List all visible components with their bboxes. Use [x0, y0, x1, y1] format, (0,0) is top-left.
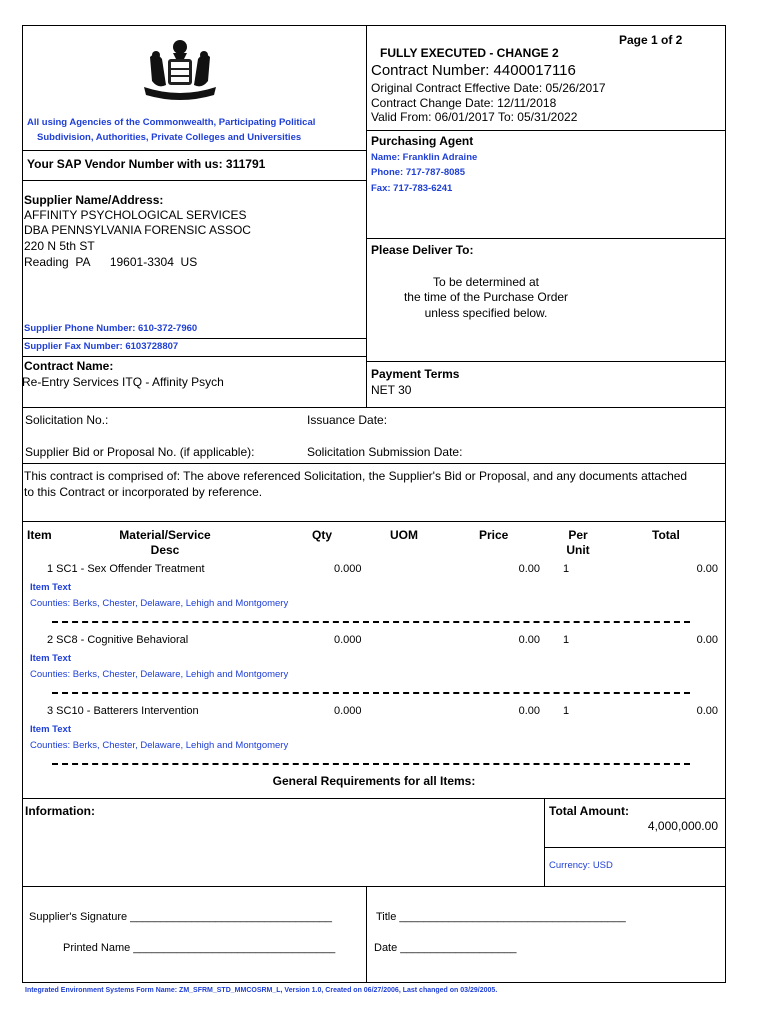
agencies-line-2: Subdivision, Authorities, Private Colleges and Universities	[37, 132, 302, 143]
row-counties: Counties: Berks, Chester, Delaware, Lehigh and Montgomery	[30, 669, 289, 680]
border-right	[725, 25, 726, 983]
supplier-name-label: Supplier Name/Address:	[24, 193, 164, 207]
col-header-uom: UOM	[390, 528, 418, 542]
total-amount-label: Total Amount:	[549, 804, 629, 818]
agencies-line-1: All using Agencies of the Commonwealth, Participating Political	[27, 117, 316, 128]
hline-signature	[22, 886, 726, 887]
col-header-item: Item	[27, 528, 52, 542]
hline-comprised	[22, 463, 726, 464]
comprised-text: This contract is comprised of: The above referenced Solicitation, the Supplier's Bid or Proposal, and any documents attached	[24, 469, 688, 483]
supplier-fax: Supplier Fax Number: 6103728807	[24, 341, 179, 352]
row-per: 1	[563, 634, 570, 646]
change-date: Contract Change Date: 12/11/2018	[371, 96, 557, 110]
supplier-address-line: AFFINITY PSYCHOLOGICAL SERVICES	[24, 208, 247, 222]
row-counties: Counties: Berks, Chester, Delaware, Lehigh and Montgomery	[30, 740, 289, 751]
deliver-line: the time of the Purchase Order	[403, 290, 569, 304]
border-left	[22, 25, 23, 983]
hline-payment	[366, 361, 726, 362]
row-item-text: Item Text	[30, 653, 72, 664]
agent-phone: Phone: 717-787-8085	[371, 167, 465, 178]
submission-date: Solicitation Submission Date:	[307, 445, 463, 459]
page-number: Page 1 of 2	[619, 33, 683, 47]
deliver-to-label: Please Deliver To:	[371, 243, 474, 257]
deliver-line: To be determined at	[432, 275, 540, 289]
col-header-desc-line1: Material/Service	[119, 528, 211, 542]
hline-currency	[544, 847, 726, 848]
row-item: 1 SC1 - Sex Offender Treatment	[47, 563, 205, 575]
row-qty: 0.000	[334, 705, 362, 717]
row-total: 0.00	[696, 705, 718, 717]
contract-status: FULLY EXECUTED - CHANGE 2	[380, 46, 559, 60]
divider-total	[544, 798, 545, 886]
payment-terms: NET 30	[371, 383, 412, 397]
solicitation-no: Solicitation No.:	[25, 413, 109, 427]
total-amount-value: 4,000,000.00	[647, 819, 718, 833]
col-header-per-line2: Unit	[566, 543, 590, 557]
purchasing-agent-label: Purchasing Agent	[371, 134, 474, 148]
issuance-date: Issuance Date:	[307, 413, 388, 427]
supplier-address-line: 220 N 5th ST	[24, 239, 95, 253]
row-total: 0.00	[696, 563, 718, 575]
row-item: 3 SC10 - Batterers Intervention	[47, 705, 199, 717]
valid-dates: Valid From: 06/01/2017 To: 05/31/2022	[371, 110, 578, 124]
row-qty: 0.000	[334, 634, 362, 646]
col-header-total: Total	[652, 528, 680, 542]
col-header-desc	[100, 528, 230, 557]
row-per: 1	[563, 563, 570, 575]
date-field[interactable]: Date ___________________	[374, 942, 517, 954]
row-item: 2 SC8 - Cognitive Behavioral	[47, 634, 189, 646]
printed-name-field[interactable]: Printed Name _________________________________	[63, 942, 336, 954]
agent-fax: Fax: 717-783-6241	[371, 183, 453, 194]
supplier-address-line: DBA PENNSYLVANIA FORENSIC ASSOC	[24, 223, 251, 237]
contract-number: Contract Number: 4400017116	[371, 62, 576, 79]
hline-sap	[22, 180, 366, 181]
hline-table-head	[22, 521, 726, 522]
supplier-bid: Supplier Bid or Proposal No. (if applicable):	[25, 445, 255, 459]
divider-signature	[366, 886, 367, 982]
contract-name: Re-Entry Services ITQ - Affinity Psych	[22, 375, 224, 389]
hline-phone	[22, 338, 366, 339]
divider-vertical-top	[366, 25, 367, 407]
row-counties: Counties: Berks, Chester, Delaware, Lehigh and Montgomery	[30, 598, 289, 609]
col-header-price: Price	[479, 528, 509, 542]
effective-date: Original Contract Effective Date: 05/26/2017	[371, 81, 606, 95]
payment-terms-label: Payment Terms	[371, 367, 460, 381]
border-top	[22, 25, 726, 26]
supplier-phone: Supplier Phone Number: 610-372-7960	[24, 323, 198, 334]
row-qty: 0.000	[334, 563, 362, 575]
border-bottom	[22, 982, 726, 983]
deliver-line: unless specified below.	[424, 306, 548, 320]
row-item-text: Item Text	[30, 582, 72, 593]
row-per: 1	[563, 705, 570, 717]
row-separator	[52, 763, 690, 765]
row-total: 0.00	[696, 634, 718, 646]
col-header-per-line1: Per	[568, 528, 588, 542]
agent-name: Name: Franklin Adraine	[371, 152, 478, 163]
hline-solicitation	[22, 407, 726, 408]
row-separator	[52, 692, 690, 694]
supplier-signature-field[interactable]: Supplier's Signature _________________________________	[29, 911, 333, 923]
comprised-text: to this Contract or incorporated by reference.	[24, 485, 263, 499]
hline-contract-name	[22, 356, 366, 357]
hline-information	[22, 798, 726, 799]
contract-name-label: Contract Name:	[24, 359, 114, 373]
supplier-address-line: Reading PA 19601-3304 US	[24, 255, 198, 269]
form-name: Integrated Environment Systems Form Name: ZM_SFRM_STD_MMCOSRM_L, Version 1.0, Created on 06/27/2006, Last changed on 03/29/2005.	[25, 987, 498, 994]
hline-deliver-top	[366, 238, 726, 239]
pennsylvania-coat-of-arms-icon	[140, 37, 220, 105]
sap-vendor-number: Your SAP Vendor Number with us: 311791	[27, 157, 266, 171]
row-price: 0.00	[518, 563, 540, 575]
row-price: 0.00	[518, 634, 540, 646]
row-separator	[52, 621, 690, 623]
title-field[interactable]: Title _____________________________________	[376, 911, 626, 923]
hline-agent-top	[366, 130, 726, 131]
general-requirements: General Requirements for all Items:	[272, 774, 476, 788]
row-item-text: Item Text	[30, 724, 72, 735]
col-header-per-unit	[555, 528, 601, 557]
row-price: 0.00	[518, 705, 540, 717]
currency: Currency: USD	[549, 860, 613, 871]
col-header-qty: Qty	[312, 528, 333, 542]
col-header-desc-line2: Desc	[150, 543, 180, 557]
hline-agencies	[22, 150, 366, 151]
information-label: Information:	[25, 804, 95, 818]
